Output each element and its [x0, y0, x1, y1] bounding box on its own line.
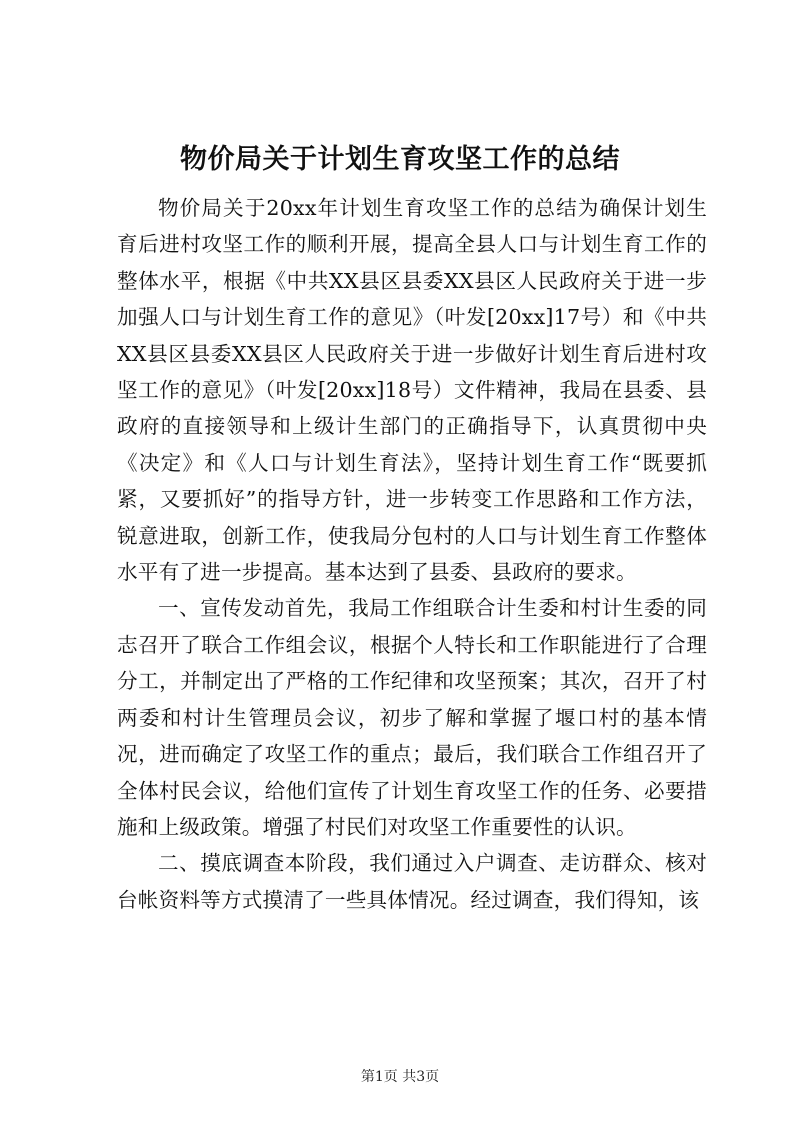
page-number-label: 第1页 共3页 [360, 1069, 440, 1085]
document-body [117, 190, 707, 918]
paragraph-publicity: 一、宣传发动首先，我局工作组联合计生委和村计生委的同志召开了联合工作组会议，根据个人特长和工作职能进行了合理分工，并制定出了严格的工作纪律和攻坚预案；其次，召开了村两委和村计生管理员会议，初步了解和掌握了堰口村的基本情况，进而确定了攻坚工作的重点；最后，我们联合工作组召开了全体村民会议，给他们宣传了计划生育攻坚工作的任务、必要措施和上级政策。增强了村民们对攻坚工作重要性的认识。 [117, 596, 707, 839]
document-title: 物价局关于计划生育攻坚工作的总结 [180, 144, 620, 175]
paragraph-survey: 二、摸底调查本阶段，我们通过入户调查、走访群众、核对台帐资料等方式摸清了一些具体情况。经过调查，我们得知，该 [117, 851, 707, 912]
paragraph-intro: 物价局关于20xx年计划生育攻坚工作的总结为确保计划生育后进村攻坚工作的顺利开展，提高全县人口与计划生育工作的整体水平，根据《中共XX县区县委XX县区人民政府关于进一步加强人口与计划生育工作的意见》（叶发[20xx]17号）和《中共XX县区县委XX县区人民政府关于进一步做好计划生育后进村攻坚工作的意见》（叶发[20xx]18号）文件精神，我局在县委、县政府的直接领导和上级计生部门的正确指导下，认真贯彻中央《决定》和《人口与计划生育法》，坚持计划生育工作“既要抓紧，又要抓好”的指导方针，进一步转变工作思路和工作方法，锐意进取，创新工作，使我局分包村的人口与计划生育工作整体水平有了进一步提高。基本达到了县委、县政府的要求。 [117, 196, 707, 585]
page-footer [0, 1067, 800, 1087]
